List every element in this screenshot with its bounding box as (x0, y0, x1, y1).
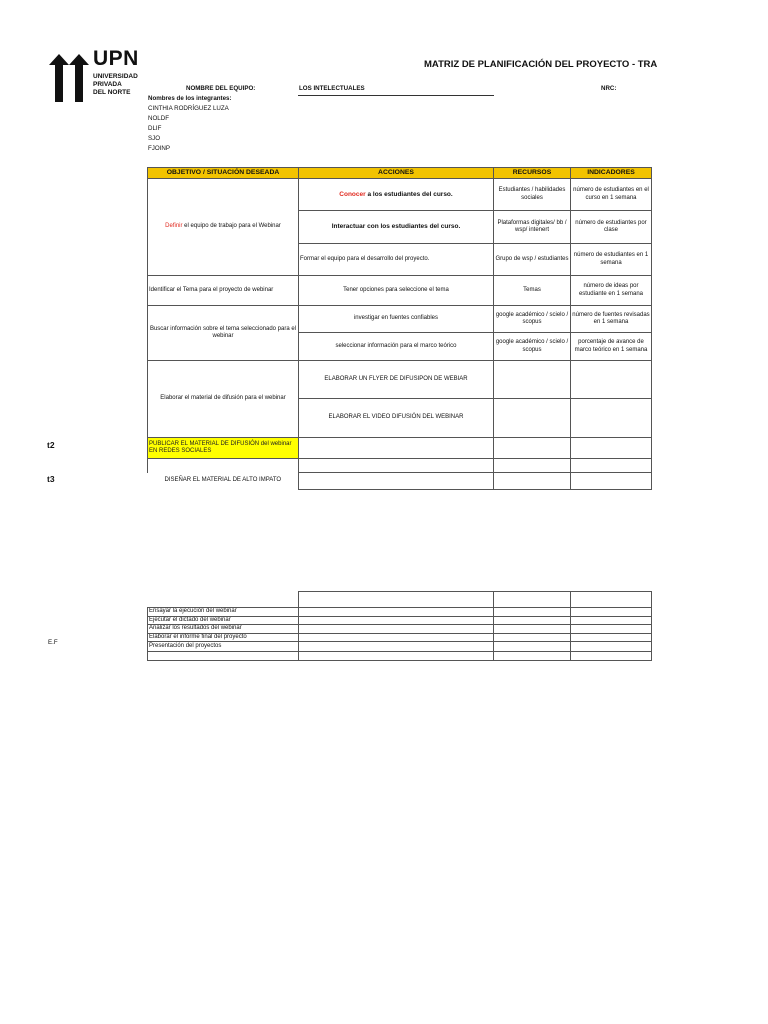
indicator-cell (571, 399, 652, 438)
activity-cell: Ensayar la ejecución del webinar (148, 608, 299, 617)
indicator-cell: número de estudiantes por clase (571, 211, 652, 244)
resource-cell: google académico / scielo / scopus (494, 306, 571, 333)
indicator-cell (571, 473, 652, 490)
action-cell (299, 625, 494, 634)
table-row (148, 592, 652, 608)
resource-cell (494, 616, 571, 625)
action-cell (299, 473, 494, 490)
table-row (148, 361, 652, 399)
indicator-cell (571, 642, 652, 652)
indicator-cell (571, 608, 652, 617)
resource-cell (494, 361, 571, 399)
action-cell (299, 438, 494, 459)
activity-cell (148, 652, 299, 661)
logo-line-1: UNIVERSIDAD (93, 73, 138, 80)
resource-cell (494, 642, 571, 652)
table-row (148, 459, 652, 473)
header-indicators: INDICADORES (571, 168, 652, 179)
logo-line-3: DEL NORTE (93, 88, 131, 96)
action-cell (299, 633, 494, 642)
action-cell (299, 608, 494, 617)
objective-cell: Elaborar el material de difusión para el webinar (148, 361, 299, 438)
resource-cell: Temas (494, 276, 571, 306)
objective-cell (148, 459, 299, 473)
indicator-cell (571, 438, 652, 459)
objective-cell (148, 179, 299, 276)
indicator-cell (571, 652, 652, 661)
member-4: SJO (148, 135, 161, 142)
table-row (148, 625, 652, 634)
header-actions: ACCIONES (299, 168, 494, 179)
final-activities-table (147, 591, 652, 661)
logo-line-2: PRIVADA (93, 80, 122, 88)
activity-cell: Elaborar el informe final del proyecto (148, 633, 299, 642)
objective-cell: DISEÑAR EL MATERIAL DE ALTO IMPATO (148, 473, 299, 490)
table-row (148, 276, 652, 306)
table-row (148, 473, 652, 490)
header-objective: OBJETIVO / SITUACIÓN DESEADA (148, 168, 299, 179)
indicator-cell (571, 625, 652, 634)
upn-logo-mark-icon (46, 51, 92, 103)
indicator-cell (571, 616, 652, 625)
objective-cell: Identificar el Tema para el proyecto de webinar (148, 276, 299, 306)
action-cell (299, 459, 494, 473)
logo-university-name (93, 73, 153, 96)
objective-text: el equipo de trabajo para el Webinar (182, 223, 281, 230)
resource-cell (494, 473, 571, 490)
logo-upn-text: UPN (93, 47, 139, 70)
indicator-cell: número de estudiantes en 1 semana (571, 244, 652, 276)
resource-cell (494, 652, 571, 661)
action-cell: seleccionar información para el marco teórico (299, 333, 494, 361)
action-cell (299, 652, 494, 661)
side-label-t2: t2 (47, 440, 55, 450)
activity-cell: Presentación del proyectos (148, 642, 299, 652)
indicator-cell (571, 633, 652, 642)
action-verb: Conocer (339, 190, 366, 198)
table-row (148, 179, 652, 211)
member-2: NOLDF (148, 115, 169, 122)
side-label-t3: t3 (47, 474, 55, 484)
activity-cell: Analizar los resultados del webinar (148, 625, 299, 634)
objective-verb: Definir (165, 223, 183, 230)
member-1: CINTHIA RODRÍGUEZ LUZA (148, 105, 229, 112)
resource-cell (494, 633, 571, 642)
member-3: DLIF (148, 125, 162, 132)
objective-cell: Buscar información sobre el tema seleccionado para el webinar (148, 306, 299, 361)
action-cell (299, 592, 494, 608)
action-cell: Interactuar con los estudiantes del curso. (299, 211, 494, 244)
team-name-value: LOS INTELECTUALES (299, 85, 365, 92)
table-row (148, 652, 652, 661)
indicator-cell (571, 592, 652, 608)
resource-cell: Estudiantes / habilidades sociales (494, 179, 571, 211)
resource-cell (494, 459, 571, 473)
table-row (148, 608, 652, 617)
action-cell: Tener opciones para seleccione el tema (299, 276, 494, 306)
resource-cell (494, 608, 571, 617)
resource-cell (494, 399, 571, 438)
side-label-ef: E.F (48, 639, 58, 646)
action-cell (299, 179, 494, 211)
indicator-cell: número de fuentes revisadas en 1 semana (571, 306, 652, 333)
planning-table (147, 167, 652, 490)
page-title: MATRIZ DE PLANIFICACIÓN DEL PROYECTO - TRA (424, 59, 658, 70)
objective-cell-highlighted: PUBLICAR EL MATERIAL DE DIFUSIÓN del webinar EN REDES SOCIALES (148, 438, 299, 459)
action-cell: ELABORAR UN FLYER DE DIFUSIPON DE WEBIAR (299, 361, 494, 399)
resource-cell (494, 438, 571, 459)
team-name-underline (298, 95, 494, 96)
table-row (148, 642, 652, 652)
indicator-cell (571, 361, 652, 399)
action-cell: Formar el equipo para el desarrollo del proyecto. (299, 244, 494, 276)
activity-cell: Ejecutar el dictado del webinar (148, 616, 299, 625)
activity-cell (148, 592, 299, 608)
action-cell (299, 642, 494, 652)
team-name-label: NOMBRE DEL EQUIPO: (186, 85, 256, 92)
action-cell: investigar en fuentes confiables (299, 306, 494, 333)
header-resources: RECURSOS (494, 168, 571, 179)
resource-cell: google académico / scielo / scopus (494, 333, 571, 361)
action-cell: ELABORAR EL VIDEO DIFUSIÓN DEL WEBINAR (299, 399, 494, 438)
table-header-row (148, 168, 652, 179)
indicator-cell (571, 459, 652, 473)
table-row (148, 616, 652, 625)
action-cell (299, 616, 494, 625)
resource-cell: Grupo de wsp / estudiantes (494, 244, 571, 276)
resource-cell (494, 625, 571, 634)
indicator-cell: número de estudiantes en el curso en 1 semana (571, 179, 652, 211)
indicator-cell: porcentaje de avance de marco teórico en 1 semana (571, 333, 652, 361)
table-row (148, 633, 652, 642)
members-label: Nombres de los integrantes: (148, 95, 232, 102)
table-row (148, 438, 652, 459)
nrc-label: NRC: (601, 85, 617, 92)
indicator-cell: número de ideas por estudiante en 1 semana (571, 276, 652, 306)
resource-cell: Plataformas digitales/ bb / wsp/ intenert (494, 211, 571, 244)
resource-cell (494, 592, 571, 608)
member-5: FJOINP (148, 145, 171, 152)
table-row (148, 306, 652, 333)
action-text: a los estudiantes del curso. (365, 190, 453, 198)
